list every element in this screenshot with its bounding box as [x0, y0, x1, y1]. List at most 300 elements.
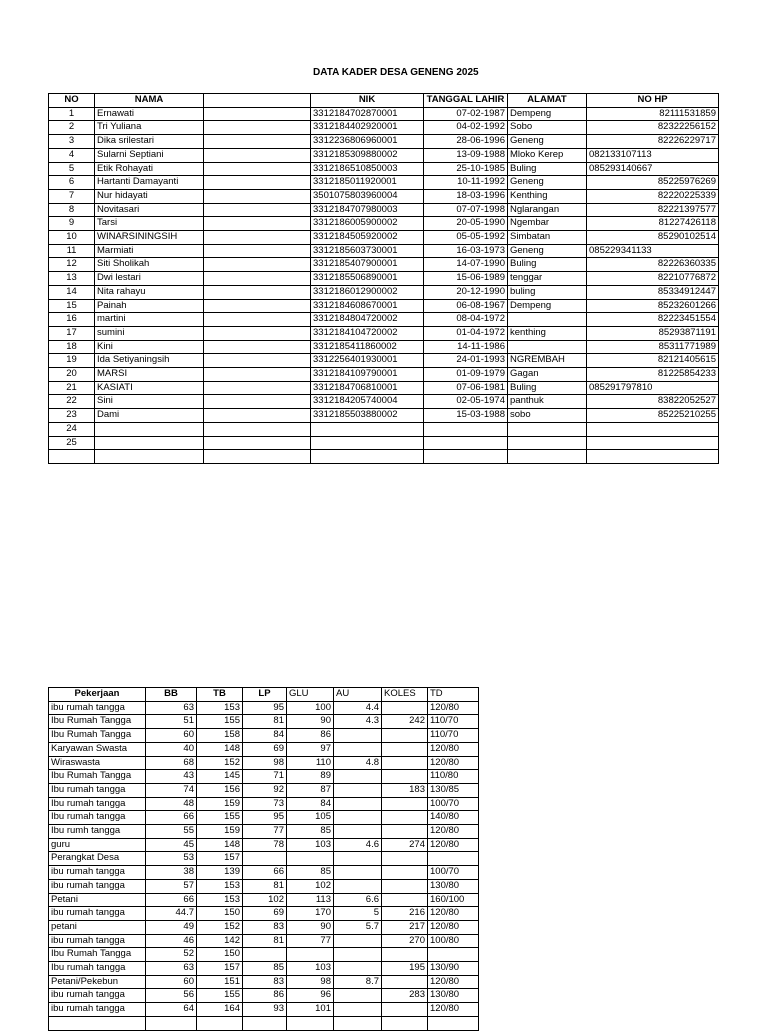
- cell-bb: 56: [146, 989, 197, 1003]
- cell-no-hp: 83822052527: [587, 395, 719, 409]
- cell-no-hp: 82210776872: [587, 272, 719, 286]
- cell-nik: 3312184109790001: [311, 368, 424, 382]
- cell-glu: 90: [287, 920, 334, 934]
- cell-no: 25: [49, 436, 95, 450]
- cell-glu: 85: [287, 825, 334, 839]
- cell-no: 11: [49, 244, 95, 258]
- cell-no: 20: [49, 368, 95, 382]
- cell-blank: [204, 244, 311, 258]
- cell-blank: [204, 354, 311, 368]
- cell-no: 21: [49, 381, 95, 395]
- cell-blank: [204, 450, 311, 464]
- cell-tanggal-lahir: 02-05-1974: [424, 395, 508, 409]
- health-table: [48, 687, 479, 1031]
- cell-no: 7: [49, 189, 95, 203]
- cell-td: 120/80: [428, 1003, 479, 1017]
- cell-no-hp: 82221397577: [587, 203, 719, 217]
- cell-td: [428, 948, 479, 962]
- table-row: [49, 326, 719, 340]
- cell-bb: 63: [146, 962, 197, 976]
- table-row: [49, 299, 719, 313]
- cell-blank: [204, 217, 311, 231]
- cell-no-hp: [587, 436, 719, 450]
- table-row: [49, 176, 719, 190]
- cell-lp: [243, 852, 287, 866]
- cell-au: [334, 1016, 382, 1030]
- header-lp: LP: [243, 688, 287, 702]
- cell-nama: Tarsi: [95, 217, 204, 231]
- cell-bb: 63: [146, 701, 197, 715]
- cell-no-hp: 82226360335: [587, 258, 719, 272]
- cell-nama: Marmiati: [95, 244, 204, 258]
- cell-tb: 155: [197, 715, 243, 729]
- cell-lp: 85: [243, 962, 287, 976]
- cell-tanggal-lahir: 01-09-1979: [424, 368, 508, 382]
- cell-tb: 153: [197, 879, 243, 893]
- header-pekerjaan: Pekerjaan: [49, 688, 146, 702]
- cell-tb: 157: [197, 852, 243, 866]
- cell-alamat: Dempeng: [508, 299, 587, 313]
- cell-bb: 60: [146, 729, 197, 743]
- cell-pekerjaan: ibu rumah tangga: [49, 1003, 146, 1017]
- cell-lp: 95: [243, 811, 287, 825]
- header-nik: NIK: [311, 94, 424, 108]
- cell-tanggal-lahir: 28-06-1996: [424, 135, 508, 149]
- cell-au: 4.3: [334, 715, 382, 729]
- cell-au: [334, 989, 382, 1003]
- cell-tanggal-lahir: 07-06-1981: [424, 381, 508, 395]
- table-row: [49, 879, 479, 893]
- cell-blank: [204, 299, 311, 313]
- cell-td: [428, 852, 479, 866]
- cell-no-hp: 085293140667: [587, 162, 719, 176]
- cell-tanggal-lahir: 01-04-1972: [424, 326, 508, 340]
- cell-blank: [204, 285, 311, 299]
- cell-pekerjaan: Wiraswasta: [49, 756, 146, 770]
- cell-bb: 66: [146, 811, 197, 825]
- cell-koles: [382, 701, 428, 715]
- cell-td: 100/70: [428, 797, 479, 811]
- table-row: [49, 162, 719, 176]
- cell-koles: [382, 948, 428, 962]
- cell-au: [334, 770, 382, 784]
- cell-nama: Dwi lestari: [95, 272, 204, 286]
- header-au: AU: [334, 688, 382, 702]
- cell-glu: 102: [287, 879, 334, 893]
- cell-lp: 93: [243, 1003, 287, 1017]
- cell-nama: sumini: [95, 326, 204, 340]
- cell-nama: Siti Sholikah: [95, 258, 204, 272]
- cell-tanggal-lahir: 25-10-1985: [424, 162, 508, 176]
- cell-td: 100/80: [428, 934, 479, 948]
- cell-koles: [382, 742, 428, 756]
- cell-no: 17: [49, 326, 95, 340]
- table-row: [49, 893, 479, 907]
- cell-nama: Kini: [95, 340, 204, 354]
- cell-td: 120/80: [428, 701, 479, 715]
- header-tanggal-lahir: TANGGAL LAHIR: [424, 94, 508, 108]
- cell-au: 8.7: [334, 975, 382, 989]
- cell-au: [334, 1003, 382, 1017]
- table-row: [49, 825, 479, 839]
- cell-nama: [95, 450, 204, 464]
- table-row: [49, 729, 479, 743]
- table-row: [49, 148, 719, 162]
- header-alamat: ALAMAT: [508, 94, 587, 108]
- cell-pekerjaan: Ibu rumah tangga: [49, 797, 146, 811]
- cell-lp: [243, 1016, 287, 1030]
- cell-tb: [197, 1016, 243, 1030]
- cell-nik: 3312184706810001: [311, 381, 424, 395]
- cell-au: 4.4: [334, 701, 382, 715]
- cell-pekerjaan: Ibu Rumah Tangga: [49, 948, 146, 962]
- cell-no-hp: 82226229717: [587, 135, 719, 149]
- cell-blank: [204, 409, 311, 423]
- cell-au: [334, 742, 382, 756]
- cell-alamat: Nglarangan: [508, 203, 587, 217]
- cell-alamat: [508, 313, 587, 327]
- table-row: [49, 742, 479, 756]
- cell-no-hp: 85232601266: [587, 299, 719, 313]
- cell-td: 160/100: [428, 893, 479, 907]
- cell-nik: [311, 436, 424, 450]
- table-row: [49, 1016, 479, 1030]
- cell-blank: [204, 148, 311, 162]
- table-row: [49, 203, 719, 217]
- header-blank: [204, 94, 311, 108]
- table-row: [49, 272, 719, 286]
- table-row: [49, 189, 719, 203]
- cell-no-hp: 82111531859: [587, 107, 719, 121]
- cell-tanggal-lahir: 04-02-1992: [424, 121, 508, 135]
- cell-tanggal-lahir: 14-11-1986: [424, 340, 508, 354]
- table-row: [49, 231, 719, 245]
- cell-td: [428, 1016, 479, 1030]
- cell-tanggal-lahir: 07-02-1987: [424, 107, 508, 121]
- cell-bb: 46: [146, 934, 197, 948]
- cell-alamat: Kenthing: [508, 189, 587, 203]
- cell-glu: 84: [287, 797, 334, 811]
- cell-glu: 113: [287, 893, 334, 907]
- table-row: [49, 121, 719, 135]
- cell-nama: Etik Rohayati: [95, 162, 204, 176]
- cell-nik: 3312185011920001: [311, 176, 424, 190]
- cell-pekerjaan: Ibu Rumah Tangga: [49, 729, 146, 743]
- cell-bb: 48: [146, 797, 197, 811]
- cell-glu: [287, 948, 334, 962]
- cell-nama: martini: [95, 313, 204, 327]
- cell-tb: 155: [197, 989, 243, 1003]
- header-bb: BB: [146, 688, 197, 702]
- cell-tanggal-lahir: 24-01-1993: [424, 354, 508, 368]
- table-row: [49, 450, 719, 464]
- cell-alamat: Gagan: [508, 368, 587, 382]
- cell-nama: Sularni Septiani: [95, 148, 204, 162]
- cell-no: 18: [49, 340, 95, 354]
- cell-no-hp: 85225976269: [587, 176, 719, 190]
- kader-table-header: [49, 94, 719, 108]
- cell-tanggal-lahir: 10-11-1992: [424, 176, 508, 190]
- cell-alamat: Buling: [508, 162, 587, 176]
- table-row: [49, 409, 719, 423]
- cell-bb: 66: [146, 893, 197, 907]
- cell-au: [334, 797, 382, 811]
- cell-nama: Painah: [95, 299, 204, 313]
- table-row: [49, 436, 719, 450]
- cell-bb: 40: [146, 742, 197, 756]
- cell-blank: [204, 340, 311, 354]
- cell-bb: [146, 1016, 197, 1030]
- cell-no: 1: [49, 107, 95, 121]
- cell-no: 6: [49, 176, 95, 190]
- cell-glu: 103: [287, 838, 334, 852]
- cell-no: 24: [49, 422, 95, 436]
- cell-nik: 3312186005900002: [311, 217, 424, 231]
- cell-glu: [287, 852, 334, 866]
- cell-no-hp: [587, 422, 719, 436]
- cell-koles: 217: [382, 920, 428, 934]
- header-td: TD: [428, 688, 479, 702]
- cell-pekerjaan: Petani/Pekebun: [49, 975, 146, 989]
- table-row: [49, 381, 719, 395]
- cell-bb: 53: [146, 852, 197, 866]
- cell-tanggal-lahir: 16-03-1973: [424, 244, 508, 258]
- cell-blank: [204, 272, 311, 286]
- cell-bb: 52: [146, 948, 197, 962]
- cell-bb: 44.7: [146, 907, 197, 921]
- cell-tb: 153: [197, 893, 243, 907]
- cell-nama: MARSI: [95, 368, 204, 382]
- cell-lp: 73: [243, 797, 287, 811]
- health-table-header: [49, 688, 479, 702]
- header-no: NO: [49, 94, 95, 108]
- cell-nama: Ida Setiyaningsih: [95, 354, 204, 368]
- cell-no: 4: [49, 148, 95, 162]
- cell-tb: 158: [197, 729, 243, 743]
- cell-glu: 89: [287, 770, 334, 784]
- cell-nik: 3312184402920001: [311, 121, 424, 135]
- cell-bb: 51: [146, 715, 197, 729]
- cell-lp: 71: [243, 770, 287, 784]
- cell-nik: 3312184707980003: [311, 203, 424, 217]
- cell-pekerjaan: ibu rumah tangga: [49, 866, 146, 880]
- cell-td: 130/80: [428, 879, 479, 893]
- table-row: [49, 920, 479, 934]
- cell-no: 14: [49, 285, 95, 299]
- cell-glu: [287, 1016, 334, 1030]
- cell-au: [334, 825, 382, 839]
- table-row: [49, 1003, 479, 1017]
- table-row: [49, 989, 479, 1003]
- cell-tanggal-lahir: 20-05-1990: [424, 217, 508, 231]
- cell-tb: 142: [197, 934, 243, 948]
- cell-blank: [204, 107, 311, 121]
- cell-nik: 3312256401930001: [311, 354, 424, 368]
- cell-pekerjaan: ibu rumah tangga: [49, 879, 146, 893]
- cell-no-hp: 85225210255: [587, 409, 719, 423]
- cell-tb: 148: [197, 742, 243, 756]
- cell-lp: 81: [243, 879, 287, 893]
- table-row: [49, 285, 719, 299]
- cell-bb: 68: [146, 756, 197, 770]
- cell-no-hp: 82121405615: [587, 354, 719, 368]
- table-row: [49, 783, 479, 797]
- cell-no-hp: 85290102514: [587, 231, 719, 245]
- cell-nik: 3312184505920002: [311, 231, 424, 245]
- cell-nik: 3312185506890001: [311, 272, 424, 286]
- cell-tb: 139: [197, 866, 243, 880]
- cell-glu: 97: [287, 742, 334, 756]
- cell-pekerjaan: Ibu Rumah Tangga: [49, 715, 146, 729]
- cell-pekerjaan: Petani: [49, 893, 146, 907]
- table-row: [49, 244, 719, 258]
- cell-pekerjaan: ibu rumah tangga: [49, 907, 146, 921]
- cell-blank: [204, 313, 311, 327]
- cell-lp: 66: [243, 866, 287, 880]
- cell-nama: Sini: [95, 395, 204, 409]
- table-row: [49, 866, 479, 880]
- cell-koles: [382, 756, 428, 770]
- cell-au: [334, 852, 382, 866]
- cell-alamat: Geneng: [508, 176, 587, 190]
- cell-blank: [204, 162, 311, 176]
- cell-au: 4.6: [334, 838, 382, 852]
- cell-lp: 69: [243, 907, 287, 921]
- cell-nik: 3312185503880002: [311, 409, 424, 423]
- cell-koles: [382, 825, 428, 839]
- cell-tb: 164: [197, 1003, 243, 1017]
- cell-pekerjaan: Ibu rumah tangga: [49, 811, 146, 825]
- cell-nama: Nur hidayati: [95, 189, 204, 203]
- cell-lp: 92: [243, 783, 287, 797]
- cell-lp: 83: [243, 920, 287, 934]
- cell-glu: 103: [287, 962, 334, 976]
- cell-glu: 85: [287, 866, 334, 880]
- cell-no: 12: [49, 258, 95, 272]
- cell-no: 13: [49, 272, 95, 286]
- cell-blank: [204, 436, 311, 450]
- cell-tanggal-lahir: [424, 450, 508, 464]
- cell-no: 22: [49, 395, 95, 409]
- cell-tb: 148: [197, 838, 243, 852]
- cell-lp: [243, 948, 287, 962]
- cell-bb: 74: [146, 783, 197, 797]
- cell-tb: 151: [197, 975, 243, 989]
- header-koles: KOLES: [382, 688, 428, 702]
- cell-nik: 3312185407900001: [311, 258, 424, 272]
- cell-au: 5: [334, 907, 382, 921]
- cell-au: [334, 962, 382, 976]
- cell-alamat: Dempeng: [508, 107, 587, 121]
- cell-no-hp: 85334912447: [587, 285, 719, 299]
- cell-blank: [204, 176, 311, 190]
- cell-nik: 3312185603730001: [311, 244, 424, 258]
- cell-bb: 57: [146, 879, 197, 893]
- cell-tanggal-lahir: 07-07-1998: [424, 203, 508, 217]
- cell-tanggal-lahir: 15-06-1989: [424, 272, 508, 286]
- cell-tanggal-lahir: 05-05-1992: [424, 231, 508, 245]
- cell-alamat: Buling: [508, 381, 587, 395]
- cell-nama: KASIATI: [95, 381, 204, 395]
- cell-nik: 3312184608670001: [311, 299, 424, 313]
- cell-lp: 98: [243, 756, 287, 770]
- cell-td: 120/80: [428, 920, 479, 934]
- cell-tanggal-lahir: 06-08-1967: [424, 299, 508, 313]
- cell-td: 130/85: [428, 783, 479, 797]
- cell-no-hp: 82322256152: [587, 121, 719, 135]
- cell-no: 23: [49, 409, 95, 423]
- cell-no: 9: [49, 217, 95, 231]
- table-row: [49, 313, 719, 327]
- table-row: [49, 811, 479, 825]
- cell-koles: [382, 811, 428, 825]
- cell-nik: 3312184104720002: [311, 326, 424, 340]
- table-row: [49, 422, 719, 436]
- cell-td: 110/70: [428, 715, 479, 729]
- cell-glu: 101: [287, 1003, 334, 1017]
- cell-lp: 77: [243, 825, 287, 839]
- cell-nama: Nita rahayu: [95, 285, 204, 299]
- table-row: [49, 838, 479, 852]
- cell-no: [49, 450, 95, 464]
- cell-lp: 81: [243, 934, 287, 948]
- cell-koles: [382, 797, 428, 811]
- cell-pekerjaan: ibu rumah tangga: [49, 989, 146, 1003]
- cell-alamat: [508, 422, 587, 436]
- cell-blank: [204, 258, 311, 272]
- cell-pekerjaan: ibu rumah tangga: [49, 701, 146, 715]
- cell-glu: 170: [287, 907, 334, 921]
- table-row: [49, 217, 719, 231]
- cell-koles: 283: [382, 989, 428, 1003]
- cell-nik: 3312236806960001: [311, 135, 424, 149]
- cell-nik: 3312186510850003: [311, 162, 424, 176]
- cell-koles: [382, 866, 428, 880]
- cell-no: 5: [49, 162, 95, 176]
- cell-koles: [382, 893, 428, 907]
- cell-blank: [204, 231, 311, 245]
- cell-tb: 152: [197, 920, 243, 934]
- cell-koles: [382, 852, 428, 866]
- cell-nik: 3312184702870001: [311, 107, 424, 121]
- cell-tanggal-lahir: 15-03-1988: [424, 409, 508, 423]
- cell-glu: 77: [287, 934, 334, 948]
- cell-pekerjaan: [49, 1016, 146, 1030]
- table-row: [49, 852, 479, 866]
- cell-tb: 159: [197, 797, 243, 811]
- cell-td: 110/80: [428, 770, 479, 784]
- cell-no-hp: 82220225339: [587, 189, 719, 203]
- cell-alamat: Simbatan: [508, 231, 587, 245]
- cell-alamat: Mloko Kerep: [508, 148, 587, 162]
- cell-pekerjaan: Ibu rumah tangga: [49, 783, 146, 797]
- cell-bb: 49: [146, 920, 197, 934]
- cell-bb: 38: [146, 866, 197, 880]
- cell-tanggal-lahir: [424, 422, 508, 436]
- cell-au: 4.8: [334, 756, 382, 770]
- cell-alamat: [508, 340, 587, 354]
- cell-bb: 43: [146, 770, 197, 784]
- cell-koles: [382, 1003, 428, 1017]
- cell-td: 130/90: [428, 962, 479, 976]
- cell-no: 15: [49, 299, 95, 313]
- cell-blank: [204, 395, 311, 409]
- cell-alamat: Sobo: [508, 121, 587, 135]
- cell-pekerjaan: Ibu rumh tangga: [49, 825, 146, 839]
- cell-pekerjaan: Ibu rumah tangga: [49, 962, 146, 976]
- cell-glu: 110: [287, 756, 334, 770]
- cell-alamat: [508, 436, 587, 450]
